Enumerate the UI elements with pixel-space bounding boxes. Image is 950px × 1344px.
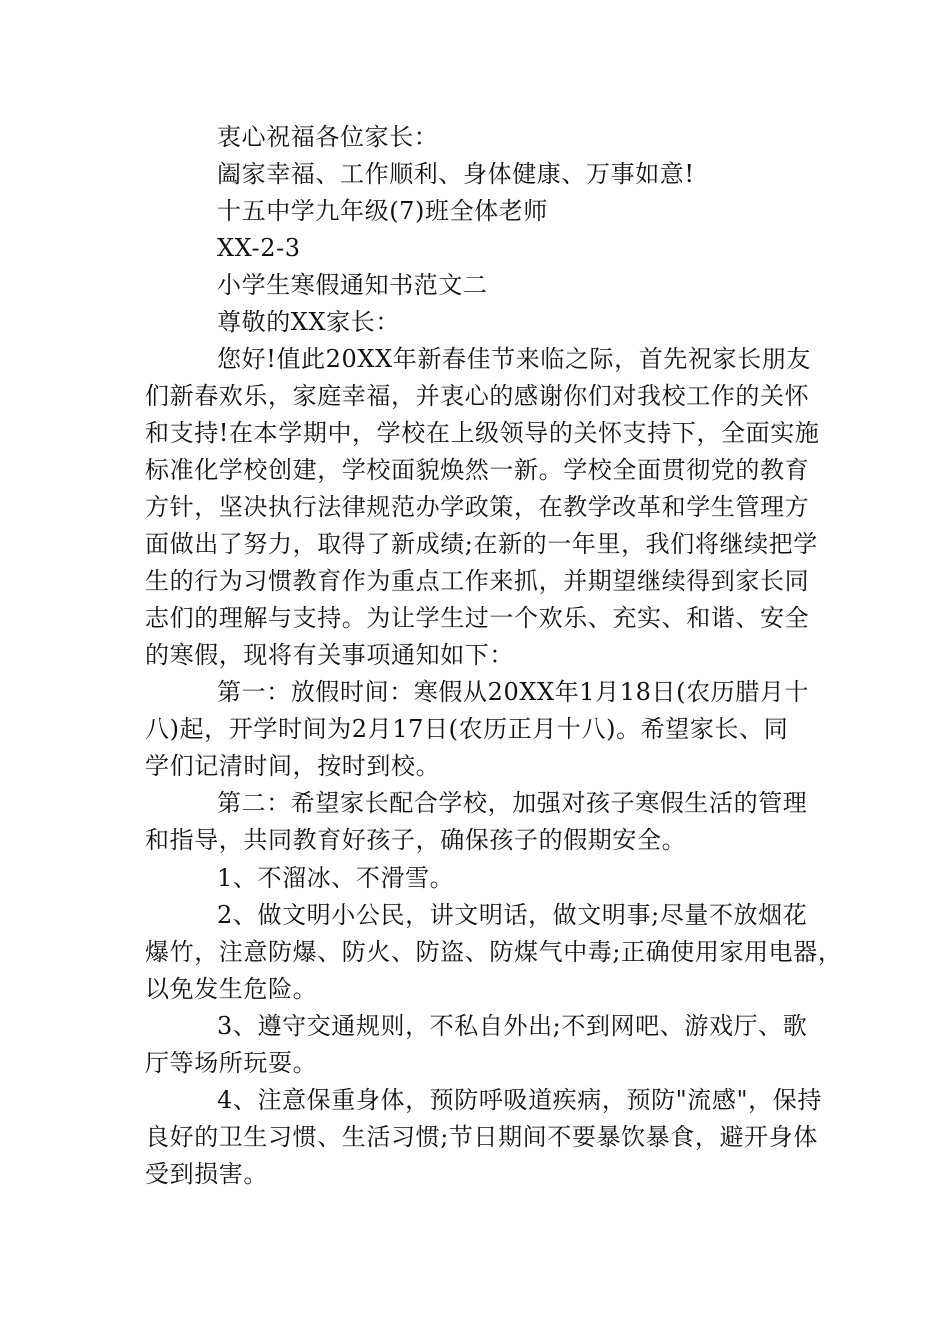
text-line: 厅等场所玩耍。 [145, 1049, 318, 1077]
text-line: 阖家幸福、工作顺利、身体健康、万事如意! [217, 160, 695, 188]
text-line: 方针，坚决执行法律规范办学政策，在教学改革和学生管理方 [145, 493, 810, 521]
text-line: 志们的理解与支持。为让学生过一个欢乐、充实、和谐、安全 [145, 604, 810, 632]
list-item: 4、注意保重身体，预防呼吸道疾病，预防"流感"，保持 [217, 1086, 822, 1114]
text-line: 爆竹，注意防爆、防火、防盗、防煤气中毒;正确使用家用电器， [145, 938, 843, 966]
text-line: 以免发生危险。 [145, 975, 318, 1003]
list-item: 3、遵守交通规则，不私自外出;不到网吧、游戏厅、歌 [217, 1012, 808, 1040]
text-line: 们新春欢乐，家庭幸福，并衷心的感谢你们对我校工作的关怀 [145, 382, 810, 410]
list-item: 2、做文明小公民，讲文明话，做文明事;尽量不放烟花 [217, 901, 808, 929]
text-line: 十五中学九年级(7)班全体老师 [217, 197, 548, 225]
list-item: 1、不溜冰、不滑雪。 [217, 864, 455, 892]
text-line: 的寒假，现将有关事项通知如下： [145, 641, 514, 669]
text-line: 第一：放假时间：寒假从20XX年1月18日(农历腊月十 [217, 678, 810, 706]
text-line: 您好!值此20XX年新春佳节来临之际，首先祝家长朋友 [217, 345, 811, 373]
text-line: 衷心祝福各位家长： [217, 123, 439, 151]
text-line: XX-2-3 [217, 234, 301, 262]
text-line: 和支持!在本学期中，学校在上级领导的关怀支持下，全面实施 [145, 419, 820, 447]
text-line: 八)起，开学时间为2月17日(农历正月十八)。希望家长、同 [145, 715, 789, 743]
text-line: 第二：希望家长配合学校，加强对孩子寒假生活的管理 [217, 789, 808, 817]
section-title: 小学生寒假通知书范文二 [217, 271, 488, 299]
salutation: 尊敬的XX家长： [217, 308, 400, 336]
text-line: 生的行为习惯教育作为重点工作来抓，并期望继续得到家长同 [145, 567, 810, 595]
text-line: 和指导，共同教育好孩子，确保孩子的假期安全。 [145, 826, 687, 854]
text-line: 标准化学校创建，学校面貌焕然一新。学校全面贯彻党的教育 [145, 456, 810, 484]
text-line: 受到损害。 [145, 1160, 268, 1188]
text-line: 学们记清时间，按时到校。 [145, 752, 441, 780]
text-line: 良好的卫生习惯、生活习惯;节日期间不要暴饮暴食，避开身体 [145, 1123, 818, 1151]
text-line: 面做出了努力，取得了新成绩;在新的一年里，我们将继续把学 [145, 530, 818, 558]
